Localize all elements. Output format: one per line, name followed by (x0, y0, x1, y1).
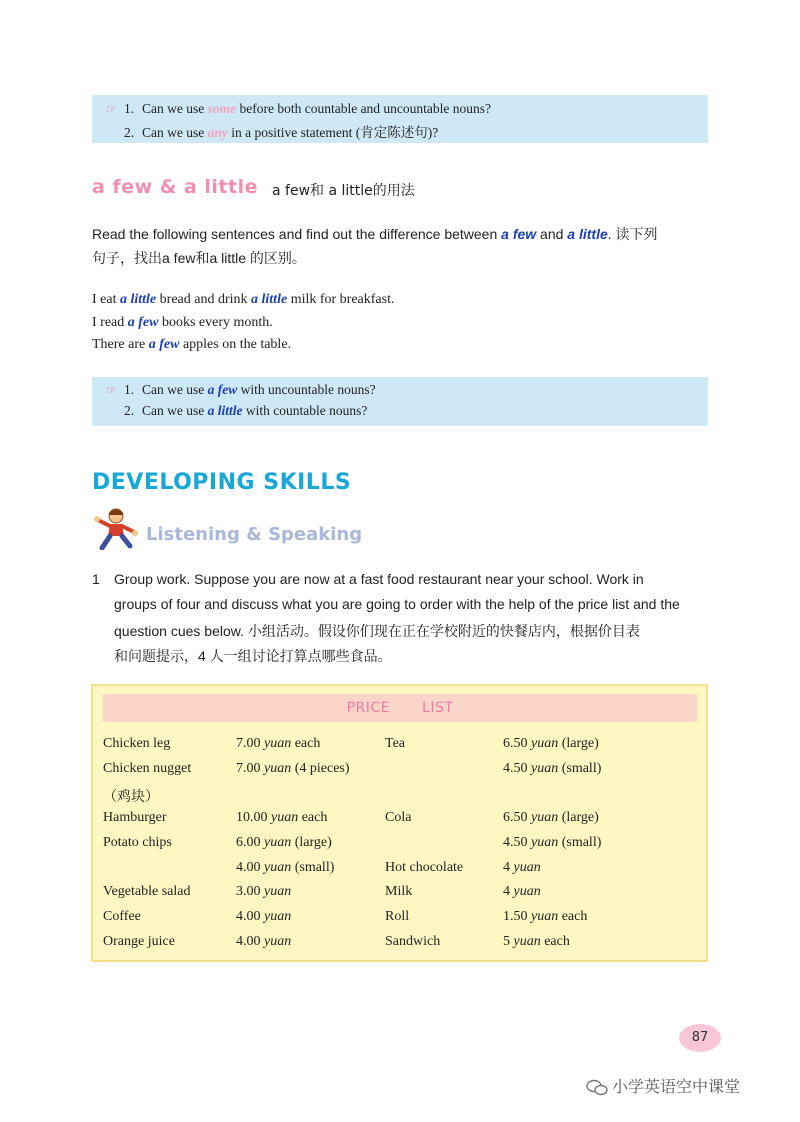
price-item-name: Hot chocolate (385, 860, 464, 875)
price-item-name: Milk (385, 884, 413, 899)
price-item-name: Orange juice (103, 934, 175, 949)
price-item-name: Roll (385, 909, 410, 924)
price-item-name: Hamburger (103, 810, 167, 825)
price-item-price: 10.00 yuan each (236, 810, 328, 825)
price-item-name: Vegetable salad (103, 884, 191, 899)
price-item-name: Sandwich (385, 934, 441, 949)
wechat-icon (586, 1079, 608, 1097)
section-subtitle: a few和 a little的用法 (272, 183, 415, 199)
task-line-2: groups of four and discuss what you are going to order with the help of the price list and the (114, 596, 680, 612)
price-item-price: 1.50 yuan each (503, 909, 588, 924)
instruction-line-2: 句子，找出a few和a little 的区别。 (92, 250, 306, 266)
listening-speaking-title: Listening & Speaking (146, 524, 363, 545)
task-line-1: Group work. Suppose you are now at a fast food restaurant near your school. Work in (114, 571, 644, 587)
pointing-hand-icon: ☞ (106, 383, 117, 397)
keyword-some: some (207, 101, 237, 116)
price-item-price: 6.50 yuan (large) (503, 810, 599, 825)
question-2: 2. Can we use a little with countable nouns? (124, 403, 368, 418)
price-item-price: 4.00 yuan (236, 909, 292, 924)
price-item-name: Chicken leg (103, 736, 171, 751)
price-item-name: Cola (385, 810, 412, 825)
example-sentence-3: There are a few apples on the table. (92, 337, 292, 352)
example-sentence-2: I read a few books every month. (92, 315, 273, 330)
boy-character-icon (90, 506, 140, 550)
page-number: 87 (679, 1024, 721, 1052)
watermark: 小学英语空中课堂 (586, 1074, 740, 1097)
price-item-name: Tea (385, 736, 406, 751)
question-2: 2. Can we use any in a positive statement (肯定陈述句)? (124, 125, 439, 140)
question-1: ☞ 1. Can we use some before both countable and uncountable nouns? (106, 101, 492, 116)
price-item-price: 3.00 yuan (236, 884, 292, 899)
section-title: a few & a little (92, 176, 258, 198)
price-item-price: 4.50 yuan (small) (503, 761, 602, 776)
question-box-1 (92, 95, 708, 143)
price-item-name: Chicken nugget (103, 761, 192, 776)
developing-skills-title: DEVELOPING SKILLS (92, 470, 352, 495)
price-item-price: 4.00 yuan (small) (236, 860, 335, 875)
example-sentence-1: I eat a little bread and drink a little milk for breakfast. (92, 292, 395, 307)
question-1: ☞ 1. Can we use a few with uncountable nouns? (106, 382, 376, 397)
instruction-line-1: Read the following sentences and find out the difference between a few and a little. 读下列 (92, 226, 658, 242)
price-item-name: Potato chips (103, 835, 172, 850)
price-item-price: 4 yuan (503, 860, 541, 875)
price-item-price: 6.00 yuan (large) (236, 835, 332, 850)
price-item-name: （鸡块） (103, 790, 159, 805)
task-line-4: 和问题提示，4 人一组讨论打算点哪些食品。 (114, 648, 392, 664)
price-item-price: 7.00 yuan each (236, 736, 321, 751)
price-item-price: 4.00 yuan (236, 934, 292, 949)
task-line-3: question cues below. 小组活动。假设你们现在正在学校附近的快餐店内，根据价目表 (114, 623, 640, 639)
price-item-price: 4 yuan (503, 884, 541, 899)
price-list (91, 684, 708, 962)
price-item-price: 4.50 yuan (small) (503, 835, 602, 850)
price-list-header: PRICE LIST (103, 694, 697, 722)
pointing-hand-icon: ☞ (106, 102, 117, 116)
price-item-price: 6.50 yuan (large) (503, 736, 599, 751)
question-box-2 (92, 377, 708, 426)
keyword-any: any (207, 125, 228, 140)
price-item-name: Coffee (103, 909, 141, 924)
price-item-price: 5 yuan each (503, 934, 570, 949)
price-item-price: 7.00 yuan (4 pieces) (236, 761, 350, 776)
